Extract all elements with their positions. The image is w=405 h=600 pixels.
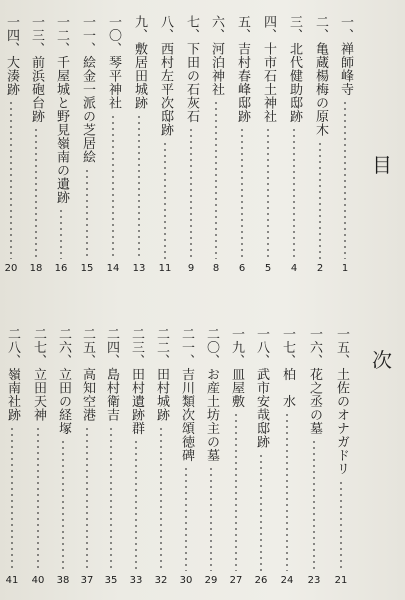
toc-page-number: 15 (80, 263, 94, 274)
toc-entry-label: 九、敷居田城跡 (132, 15, 147, 110)
toc-leader-dots (260, 453, 262, 572)
toc-page-number: 18 (29, 263, 43, 274)
toc-leader-dots (235, 412, 237, 571)
toc-entry-label: 一〇、琴平神社 (106, 15, 121, 110)
toc-entry (1, 327, 23, 587)
toc-entry (303, 327, 325, 587)
toc-leader-dots (112, 114, 114, 260)
toc-leader-dots (313, 439, 315, 571)
toc-entry (175, 327, 197, 587)
toc-entry (102, 15, 124, 275)
toc-leader-dots (190, 127, 192, 259)
toc-entry (231, 15, 253, 275)
toc-page-number: 20 (4, 263, 18, 274)
toc-entry (76, 15, 98, 275)
toc-leader-dots (138, 114, 140, 260)
toc-title-moku: 目 (372, 153, 392, 177)
toc-page-number: 8 (212, 263, 220, 274)
toc-page-number: 2 (316, 263, 324, 274)
toc-entry-label: 一九、皿屋敷 (229, 327, 244, 408)
toc-leader-dots (344, 100, 346, 259)
toc-entry-label: 二〇、お産土坊主の墓 (204, 327, 219, 462)
toc-leader-dots (241, 127, 243, 259)
toc-entry (283, 15, 305, 275)
toc-entry (25, 15, 47, 275)
toc-entry-label: 一五、土佐のオナガドリ (334, 327, 349, 476)
toc-page-number: 32 (154, 575, 168, 586)
toc-leader-dots (160, 426, 162, 572)
toc-leader-dots (340, 480, 342, 572)
toc-page-number: 1 (341, 263, 349, 274)
toc-title-ji: 次 (372, 348, 392, 372)
toc-leader-dots (110, 426, 112, 572)
toc-entry-label: 二五、高知空港 (80, 327, 95, 422)
toc-leader-dots (60, 208, 62, 259)
toc-leader-dots (185, 466, 187, 571)
toc-entry (150, 327, 172, 587)
toc-entry-label: 七、下田の石灰石 (184, 15, 199, 123)
toc-page-number: 5 (264, 263, 272, 274)
toc-page-number: 30 (179, 575, 193, 586)
toc-leader-dots (210, 466, 212, 571)
toc-leader-dots (164, 141, 166, 260)
toc-entry (334, 15, 356, 275)
toc-leader-dots (10, 100, 12, 259)
toc-entry (52, 327, 74, 587)
toc-entry (276, 327, 298, 587)
toc-entry-label: 五、吉村春峰邸跡 (235, 15, 250, 123)
toc-page-number: 16 (54, 263, 68, 274)
toc-entry-label: 八、西村左平次邸跡 (158, 15, 173, 137)
toc-entry-label: 二六、立田の経塚 (56, 327, 71, 435)
toc-leader-dots (35, 127, 37, 259)
toc-leader-dots (319, 141, 321, 260)
toc-entry-label: 三、北代健助邸跡 (287, 15, 302, 123)
toc-leader-dots (86, 168, 88, 260)
toc-page-number: 41 (5, 575, 19, 586)
toc-entry-label: 二一、吉川類次頌徳碑 (179, 327, 194, 462)
toc-leader-dots (86, 426, 88, 572)
toc-entry-label: 一七、柏 水 (280, 327, 295, 408)
toc-entry (257, 15, 279, 275)
toc-leader-dots (293, 127, 295, 259)
toc-entry (27, 327, 49, 587)
toc-page-number: 37 (80, 575, 94, 586)
toc-page-number: 14 (106, 263, 120, 274)
toc-entry-label: 一、禅師峰寺 (338, 15, 353, 96)
toc-entry (0, 15, 22, 275)
toc-entry-label: 一一、絵金一派の芝居絵 (80, 15, 95, 164)
toc-page-number: 40 (31, 575, 45, 586)
toc-page-number: 23 (307, 575, 321, 586)
toc-entry-label: 一四、大湊跡 (4, 15, 19, 96)
toc-page-number: 21 (334, 575, 348, 586)
toc-entry (154, 15, 176, 275)
toc-entry-label: 二八、嶺南社跡 (5, 327, 20, 422)
toc-entry (250, 327, 272, 587)
toc-page-number: 9 (187, 263, 195, 274)
toc-entry (125, 327, 147, 587)
toc-leader-dots (11, 426, 13, 572)
toc-entry (50, 15, 72, 275)
toc-entry-label: 一二、千屋城と野見嶺南の遺跡 (54, 15, 69, 204)
toc-entry (100, 327, 122, 587)
toc-page-number: 33 (129, 575, 143, 586)
toc-page-number: 6 (238, 263, 246, 274)
toc-entry-label: 一六、花之丞の墓 (307, 327, 322, 435)
toc-leader-dots (135, 439, 137, 571)
toc-entry (128, 15, 150, 275)
toc-entry-label: 二、亀蔵楊梅の原木 (313, 15, 328, 137)
toc-entry (309, 15, 331, 275)
toc-entry-label: 一八、武市安哉邸跡 (254, 327, 269, 449)
toc-page-number: 13 (132, 263, 146, 274)
toc-page-number: 35 (104, 575, 118, 586)
toc-leader-dots (62, 439, 64, 571)
toc-entry (180, 15, 202, 275)
toc-leader-dots (267, 127, 269, 259)
toc-page-number: 29 (204, 575, 218, 586)
toc-entry-label: 二四、島村衛吉 (104, 327, 119, 422)
toc-page-number: 4 (290, 263, 298, 274)
toc-page-number: 26 (254, 575, 268, 586)
toc-entry-label: 一三、前浜砲台跡 (29, 15, 44, 123)
toc-entry-label: 六、河泊神社 (209, 15, 224, 96)
toc-entry-label: 四、十市石土神社 (261, 15, 276, 123)
toc-entry (76, 327, 98, 587)
toc-leader-dots (215, 100, 217, 259)
toc-page-number: 27 (229, 575, 243, 586)
toc-leader-dots (37, 426, 39, 572)
toc-entry (200, 327, 222, 587)
toc-entry-label: 二二、田村城跡 (154, 327, 169, 422)
toc-entry (205, 15, 227, 275)
toc-page-number: 11 (158, 263, 172, 274)
toc-page-number: 38 (56, 575, 70, 586)
toc-entry-label: 二七、立田天神 (31, 327, 46, 422)
toc-entry (225, 327, 247, 587)
toc-leader-dots (286, 412, 288, 571)
toc-page-number: 24 (280, 575, 294, 586)
toc-entry-label: 二三、田村遺跡群 (129, 327, 144, 435)
toc-entry (330, 327, 352, 587)
